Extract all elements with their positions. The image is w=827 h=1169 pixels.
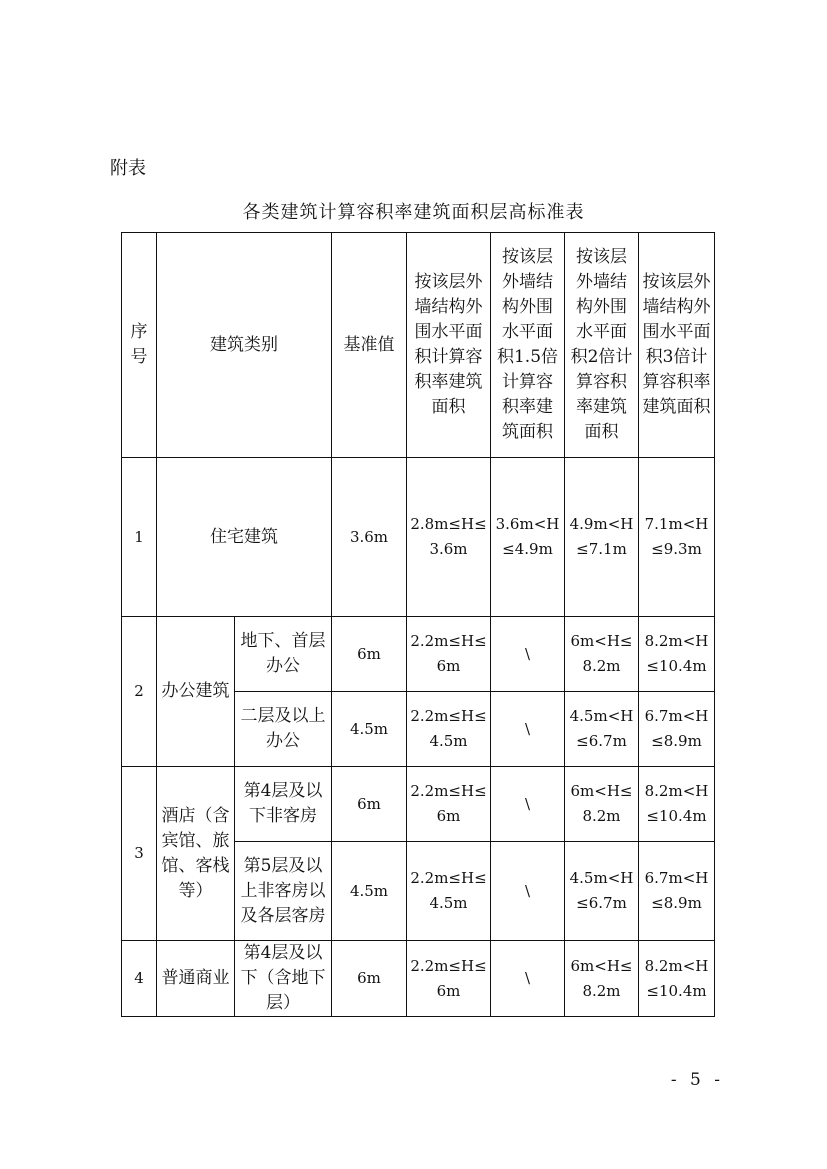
range-1-5x: \: [491, 767, 565, 842]
range-3x: 8.2m<H≤10.4m: [639, 767, 715, 842]
header-row: [122, 233, 715, 458]
row-subcategory: 二层及以上办公: [235, 692, 332, 767]
range-3x: 6.7m<H≤8.9m: [639, 692, 715, 767]
table-row: [122, 767, 715, 842]
row-subcategory: 第5层及以上非客房以及各层客房: [235, 842, 332, 941]
table-row: [122, 458, 715, 617]
range-3x: 8.2m<H≤10.4m: [639, 941, 715, 1017]
table-row: [122, 941, 715, 1017]
row-seq: 1: [122, 458, 157, 617]
range-1x: 2.2m≤H≤6m: [407, 767, 491, 842]
row-category: 办公建筑: [157, 617, 235, 767]
header-category: 建筑类别: [157, 233, 332, 458]
row-seq: 3: [122, 767, 157, 941]
header-1x: 按该层外墙结构外围水平面积计算容积率建筑面积: [407, 233, 491, 458]
base-value: 6m: [332, 617, 407, 692]
row-seq: 4: [122, 941, 157, 1017]
range-2x: 4.9m<H≤7.1m: [565, 458, 639, 617]
range-3x: 6.7m<H≤8.9m: [639, 842, 715, 941]
table-title: 各类建筑计算容积率建筑面积层高标准表: [242, 202, 585, 223]
range-2x: 6m<H≤8.2m: [565, 617, 639, 692]
page-number: - 5 -: [670, 1070, 724, 1090]
row-seq: 2: [122, 617, 157, 767]
range-3x: 8.2m<H≤10.4m: [639, 617, 715, 692]
table-row: [122, 617, 715, 692]
row-category: 住宅建筑: [157, 458, 332, 617]
range-2x: 6m<H≤8.2m: [565, 941, 639, 1017]
range-3x: 7.1m<H≤9.3m: [639, 458, 715, 617]
header-base: 基准值: [332, 233, 407, 458]
height-standard-table: [121, 232, 715, 1017]
base-value: 4.5m: [332, 842, 407, 941]
range-2x: 4.5m<H≤6.7m: [565, 692, 639, 767]
range-1-5x: \: [491, 692, 565, 767]
range-1x: 2.2m≤H≤4.5m: [407, 692, 491, 767]
base-value: 3.6m: [332, 458, 407, 617]
base-value: 4.5m: [332, 692, 407, 767]
range-1-5x: \: [491, 842, 565, 941]
range-1x: 2.2m≤H≤6m: [407, 617, 491, 692]
base-value: 6m: [332, 941, 407, 1017]
range-1-5x: \: [491, 941, 565, 1017]
range-1-5x: 3.6m<H≤4.9m: [491, 458, 565, 617]
row-subcategory: 第4层及以下非客房: [235, 767, 332, 842]
header-1-5x: 按该层外墙结构外围水平面积1.5倍计算容积率建筑面积: [491, 233, 565, 458]
range-1x: 2.2m≤H≤6m: [407, 941, 491, 1017]
row-category: 普通商业: [157, 941, 235, 1017]
header-seq: 序号: [122, 233, 157, 458]
header-3x: 按该层外墙结构外围水平面积3倍计算容积率建筑面积: [639, 233, 715, 458]
base-value: 6m: [332, 767, 407, 842]
range-1-5x: \: [491, 617, 565, 692]
range-1x: 2.8m≤H≤3.6m: [407, 458, 491, 617]
row-subcategory: 第4层及以下（含地下层）: [235, 941, 332, 1017]
row-subcategory: 地下、首层办公: [235, 617, 332, 692]
appendix-label: 附表: [110, 158, 146, 179]
row-category: 酒店（含宾馆、旅馆、客栈等）: [157, 767, 235, 941]
range-2x: 6m<H≤8.2m: [565, 767, 639, 842]
range-2x: 4.5m<H≤6.7m: [565, 842, 639, 941]
range-1x: 2.2m≤H≤4.5m: [407, 842, 491, 941]
header-2x: 按该层外墙结构外围水平面积2倍计算容积率建筑面积: [565, 233, 639, 458]
